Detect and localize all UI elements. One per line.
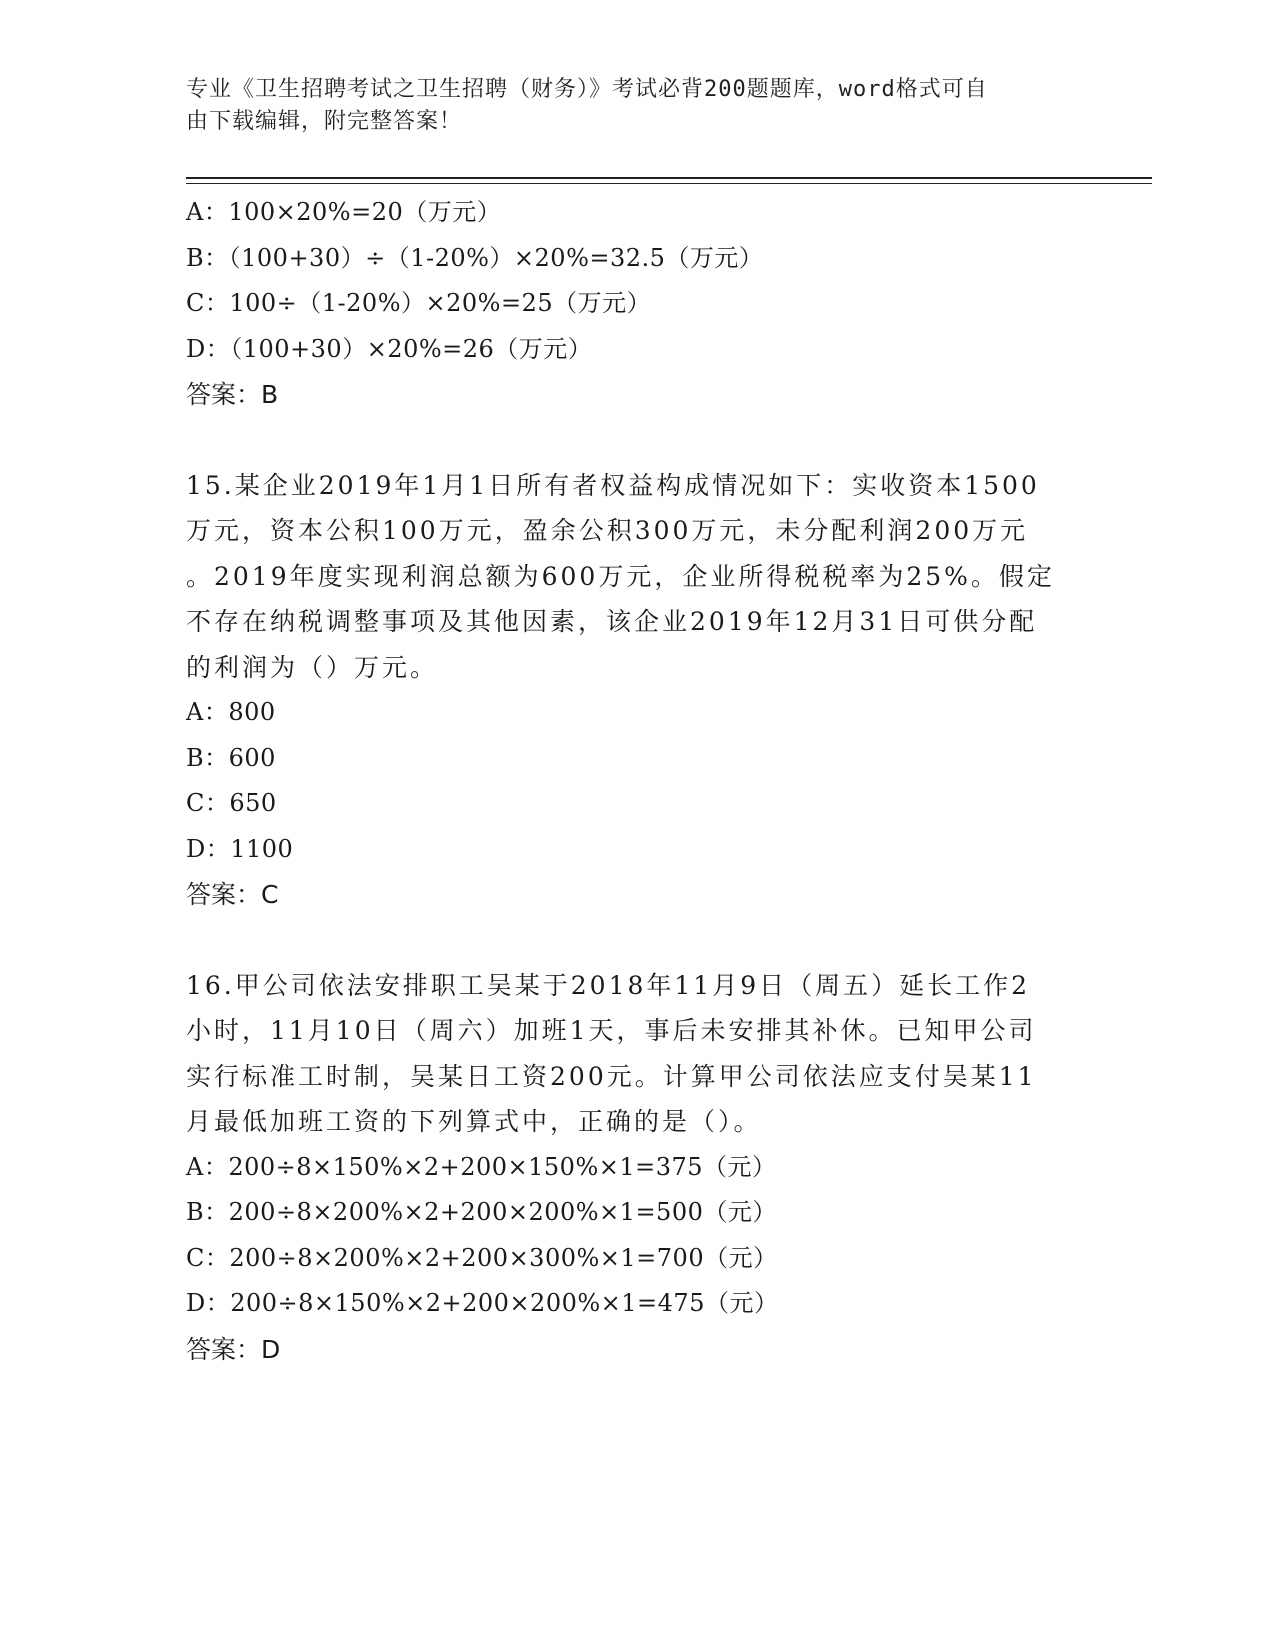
question-content [186, 190, 1086, 1372]
stem-line: 16.甲公司依法安排职工吴某于2018年11月9日（周五）延长工作2 [186, 970, 1031, 1000]
option-a: A：100×20%=20（万元） [186, 198, 502, 226]
document-header [186, 74, 1066, 138]
header-line-2: 由下载编辑，附完整答案！ [186, 109, 463, 134]
answer: 答案：C [186, 880, 279, 909]
spacer [186, 418, 1086, 463]
option-c: C：200÷8×200%×2+200×300%×1=700（元） [186, 1243, 778, 1272]
question-14 [186, 190, 1086, 418]
stem-line: 。2019年度实现利润总额为600万元，企业所得税税率为25%。假定 [186, 561, 1055, 591]
answer: 答案：D [186, 1334, 281, 1364]
question-16 [186, 963, 1086, 1373]
answer: 答案：B [186, 380, 279, 409]
header-rule-thick [186, 177, 1152, 179]
option-b: B：600 [186, 743, 276, 772]
option-b: B：200÷8×200%×2+200×200%×1=500（元） [186, 1198, 777, 1226]
option-d: D：（100+30）×20%=26（万元） [186, 334, 593, 363]
spacer [186, 918, 1086, 963]
option-c: C：650 [186, 789, 277, 817]
stem-line: 实行标准工时制，吴某日工资200元。计算甲公司依法应支付吴某11 [186, 1061, 1037, 1091]
header-rule-thin [186, 183, 1152, 184]
stem-line: 的利润为（）万元。 [186, 652, 439, 682]
stem-line: 不存在纳税调整事项及其他因素，该企业2019年12月31日可供分配 [186, 607, 1038, 636]
question-15 [186, 463, 1086, 918]
option-d: D：1100 [186, 834, 294, 863]
option-a: A：800 [186, 698, 276, 726]
question-stem [186, 963, 1066, 1145]
stem-line: 月最低加班工资的下列算式中，正确的是（）。 [186, 1107, 762, 1136]
stem-line: 15.某企业2019年1月1日所有者权益构成情况如下：实收资本1500 [186, 470, 1040, 500]
option-b: B：（100+30）÷（1-20%）×20%=32.5（万元） [186, 243, 764, 272]
option-a: A：200÷8×150%×2+200×150%×1=375（元） [186, 1152, 777, 1181]
stem-line: 万元，资本公积100万元，盈余公积300万元，未分配利润200万元 [186, 516, 1029, 545]
header-line-1: 专业《卫生招聘考试之卫生招聘（财务）》考试必背200题题库，word格式可自 [186, 77, 988, 102]
question-stem [186, 463, 1066, 691]
option-c: C：100÷（1-20%）×20%=25（万元） [186, 289, 652, 317]
option-d: D：200÷8×150%×2+200×200%×1=475（元） [186, 1289, 779, 1317]
stem-line: 小时，11月10日（周六）加班1天，事后未安排其补休。已知甲公司 [186, 1016, 1037, 1045]
